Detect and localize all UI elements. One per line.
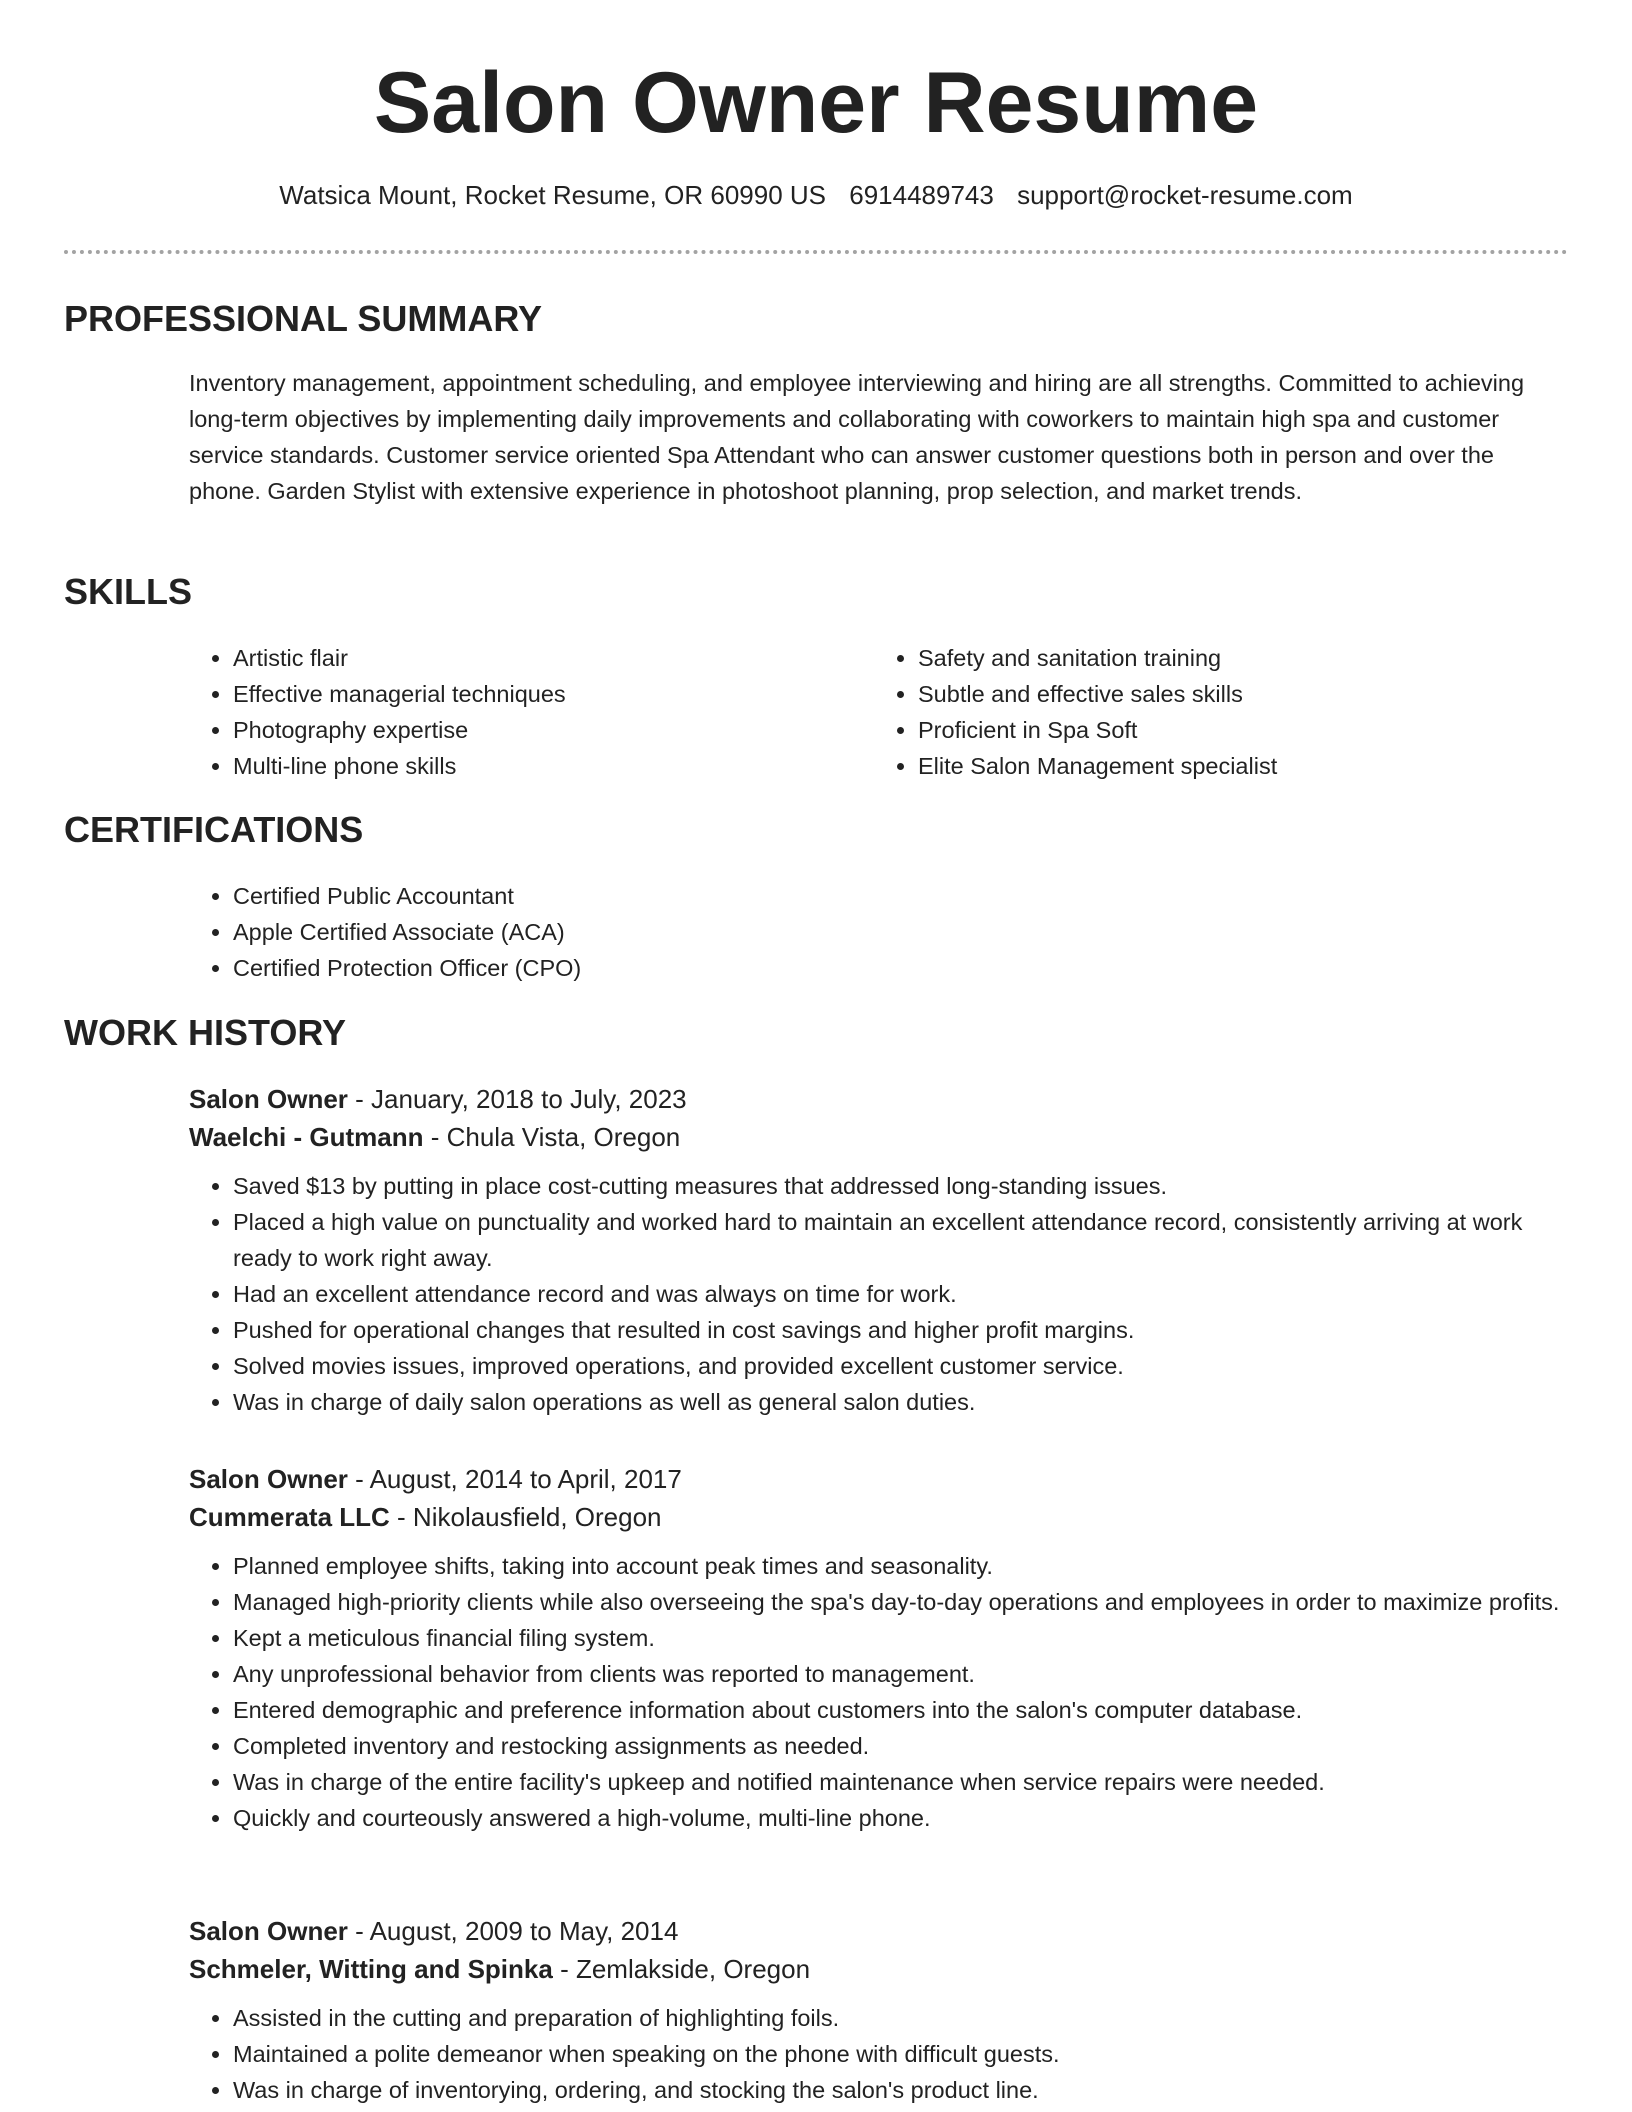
job-location: - Chula Vista, Oregon	[423, 1122, 681, 1152]
job-bullets	[189, 2000, 1569, 2108]
job-company-line	[189, 1498, 1569, 1536]
job-bullet: • Assisted in the cutting and preparation of highlighting foils.	[233, 2000, 1569, 2036]
job-entry	[189, 1460, 1569, 1836]
job-bullet: • Managed high-priority clients while also overseeing the spa's day-to-day operations and employees in order to maximize profits.	[233, 1584, 1569, 1620]
contact-phone: 6914489743	[849, 180, 994, 210]
job-role: Salon Owner	[189, 1916, 348, 1946]
skill-item: • Multi-line phone skills	[233, 748, 874, 784]
resume-title: Salon Owner Resume	[373, 55, 1259, 151]
job-bullet: • Placed a high value on punctuality and worked hard to maintain an excellent attendance record, consistently arriving at work ready to work right away.	[233, 1204, 1569, 1276]
job-entry	[189, 1080, 1569, 1420]
job-bullets	[189, 1548, 1569, 1836]
job-company-line	[189, 1950, 1569, 1988]
job-bullet: • Kept a meticulous financial filing system.	[233, 1620, 1569, 1656]
job-bullets	[189, 1168, 1569, 1420]
certification-item: • Certified Public Accountant	[233, 878, 1569, 914]
summary-heading: PROFESSIONAL SUMMARY	[64, 298, 543, 339]
skill-item: • Elite Salon Management specialist	[918, 748, 1559, 784]
job-bullet: • Was in charge of inventorying, ordering, and stocking the salon's product line.	[233, 2072, 1569, 2108]
job-header	[189, 1080, 1569, 1156]
certification-item: • Certified Protection Officer (CPO)	[233, 950, 1569, 986]
job-company: Cummerata LLC	[189, 1502, 390, 1532]
job-role: Salon Owner	[189, 1084, 348, 1114]
job-role: Salon Owner	[189, 1464, 348, 1494]
job-bullet: • Was in charge of the entire facility's upkeep and notified maintenance when service repairs were needed.	[233, 1764, 1569, 1800]
job-company-line	[189, 1118, 1569, 1156]
certification-item: • Apple Certified Associate (ACA)	[233, 914, 1569, 950]
job-location: - Zemlakside, Oregon	[552, 1954, 811, 1984]
summary-text: Inventory management, appointment scheduling, and employee interviewing and hiring are all strengths. Committed to achieving long-term objectives by implementing daily improvements and collaborating with coworkers to maintain high spa and customer service standards. Customer service oriented Spa Attendant who can answer customer questions both in person and over the phone. Garden Stylist with extensive experience in photoshoot planning, prop selection, and market trends.	[189, 370, 1525, 504]
contact-address: Watsica Mount, Rocket Resume, OR 60990 US	[279, 180, 826, 210]
skill-item: • Safety and sanitation training	[918, 640, 1559, 676]
job-bullet: • Completed inventory and restocking assignments as needed.	[233, 1728, 1569, 1764]
job-company: Schmeler, Witting and Spinka	[189, 1954, 553, 1984]
job-bullet: • Planned employee shifts, taking into account peak times and seasonality.	[233, 1548, 1569, 1584]
job-entry	[189, 1912, 1569, 2108]
job-bullet: • Pushed for operational changes that resulted in cost savings and higher profit margins.	[233, 1312, 1569, 1348]
skill-item: • Effective managerial techniques	[233, 676, 874, 712]
job-dates: - January, 2018 to July, 2023	[347, 1084, 687, 1114]
contact-email: support@rocket-resume.com	[1017, 180, 1353, 210]
skill-item: • Proficient in Spa Soft	[918, 712, 1559, 748]
skill-item: • Subtle and effective sales skills	[918, 676, 1559, 712]
job-role-line	[189, 1460, 1569, 1498]
job-header	[189, 1460, 1569, 1536]
contact-line	[0, 180, 1632, 211]
job-role-line	[189, 1080, 1569, 1118]
skill-item: • Photography expertise	[233, 712, 874, 748]
header-divider	[64, 250, 1568, 254]
job-company: Waelchi - Gutmann	[189, 1122, 424, 1152]
job-dates: - August, 2014 to April, 2017	[347, 1464, 682, 1494]
skills-list	[189, 640, 1559, 784]
job-bullet: • Saved $13 by putting in place cost-cutting measures that addressed long-standing issues.	[233, 1168, 1569, 1204]
job-bullet: • Any unprofessional behavior from clients was reported to management.	[233, 1656, 1569, 1692]
job-bullet: • Maintained a polite demeanor when speaking on the phone with difficult guests.	[233, 2036, 1569, 2072]
job-role-line	[189, 1912, 1569, 1950]
job-location: - Nikolausfield, Oregon	[389, 1502, 662, 1532]
job-bullet: • Had an excellent attendance record and was always on time for work.	[233, 1276, 1569, 1312]
job-bullet: • Quickly and courteously answered a high-volume, multi-line phone.	[233, 1800, 1569, 1836]
skills-column-right	[874, 640, 1559, 784]
job-bullet: • Was in charge of daily salon operations as well as general salon duties.	[233, 1384, 1569, 1420]
skill-item: • Artistic flair	[233, 640, 874, 676]
job-bullet: • Solved movies issues, improved operations, and provided excellent customer service.	[233, 1348, 1569, 1384]
skills-heading: SKILLS	[64, 571, 193, 612]
job-dates: - August, 2009 to May, 2014	[347, 1916, 679, 1946]
skills-column-left	[189, 640, 874, 784]
certifications-heading: CERTIFICATIONS	[64, 809, 364, 850]
job-bullet: • Entered demographic and preference information about customers into the salon's computer database.	[233, 1692, 1569, 1728]
work-history-heading: WORK HISTORY	[64, 1012, 347, 1053]
certifications-list	[189, 878, 1569, 986]
job-header	[189, 1912, 1569, 1988]
